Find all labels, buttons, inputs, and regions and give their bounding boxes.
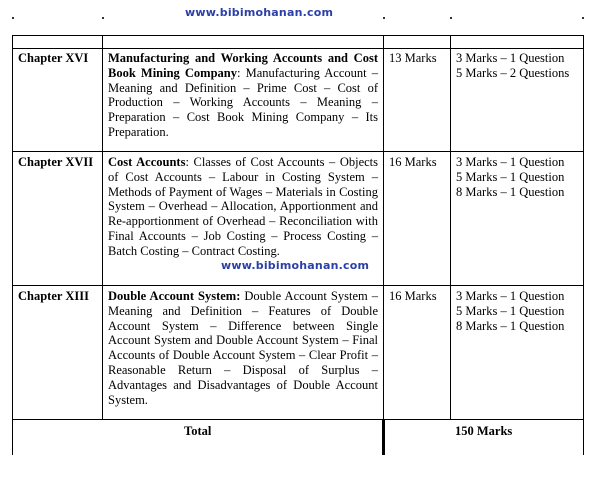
chapter-cell: Chapter XIII [18,289,89,303]
topic-description [108,289,378,407]
total-label: Total [184,424,212,438]
question-breakdown [456,155,564,199]
topic-title: Cost Accounts [108,155,186,169]
column-divider-total [382,419,385,455]
marks-cell: 16 Marks [389,289,437,303]
table-border-right [583,35,584,455]
breakdown-line: 3 Marks – 1 Question [456,51,565,65]
column-divider [383,35,384,419]
column-divider [102,35,103,419]
breakdown-line: 3 Marks – 1 Question [456,289,565,303]
table-border-top-inner [12,48,584,49]
topic-title: Double Account System: [108,289,241,303]
chapter-cell: Chapter XVI [18,51,89,65]
marks-cell: 13 Marks [389,51,437,65]
topic-description [108,155,378,259]
table-border-top [12,35,584,36]
dot [12,17,14,19]
breakdown-line: 3 Marks – 1 Question [456,155,565,169]
question-breakdown [456,51,569,81]
watermark-middle: www.bibimohanan.com [221,259,370,272]
breakdown-line: 5 Marks – 1 Question [456,169,565,184]
row-separator [12,419,584,420]
total-marks: 150 Marks [455,424,513,438]
topic-title: Manufacturing and Working Accounts and Cost Book Mining Company [108,51,378,80]
watermark-top: www.bibimohanan.com [185,6,334,19]
topic-text: Double Account System – Meaning and Definition – Features of Double Account System – Difference between Single Account System and Double Account System – Final Accounts of Double Account System – Clear Profit – Reasonable Return – Disposal of Surplus – Advantages and Disadvantages of Double Account System. [108,289,379,407]
dot [383,17,385,19]
dot [450,17,452,19]
row-separator [12,151,584,152]
topic-text: : Classes of Cost Accounts – Objects of Cost Accounts – Labour in Costing System – Methods of Payment of Wages – Materials in Costing System – Overhead – Allocation, Apportionment and Re-apportionment of Overhead – Reconciliation with Final Accounts – Job Costing – Process Costing – Batch Costing – Contract Costing. [108,155,379,258]
dot [582,17,584,19]
column-divider [450,35,451,419]
row-separator [12,285,584,286]
breakdown-line: 8 Marks – 1 Question [456,184,565,199]
dot [102,17,104,19]
topic-description [108,51,378,140]
topic-text: : Manufacturing Account – Meaning and Definition – Prime Cost – Cost of Production – Working Accounts – Meaning – Preparation – Cost Book Mining Company – Its Preparation. [108,65,378,139]
table-border-left [12,35,13,455]
breakdown-line: 5 Marks – 2 Questions [456,65,570,80]
chapter-cell: Chapter XVII [18,155,94,169]
breakdown-line: 8 Marks – 1 Question [456,318,565,333]
marks-cell: 16 Marks [389,155,437,169]
breakdown-line: 5 Marks – 1 Question [456,303,565,318]
question-breakdown [456,289,564,333]
